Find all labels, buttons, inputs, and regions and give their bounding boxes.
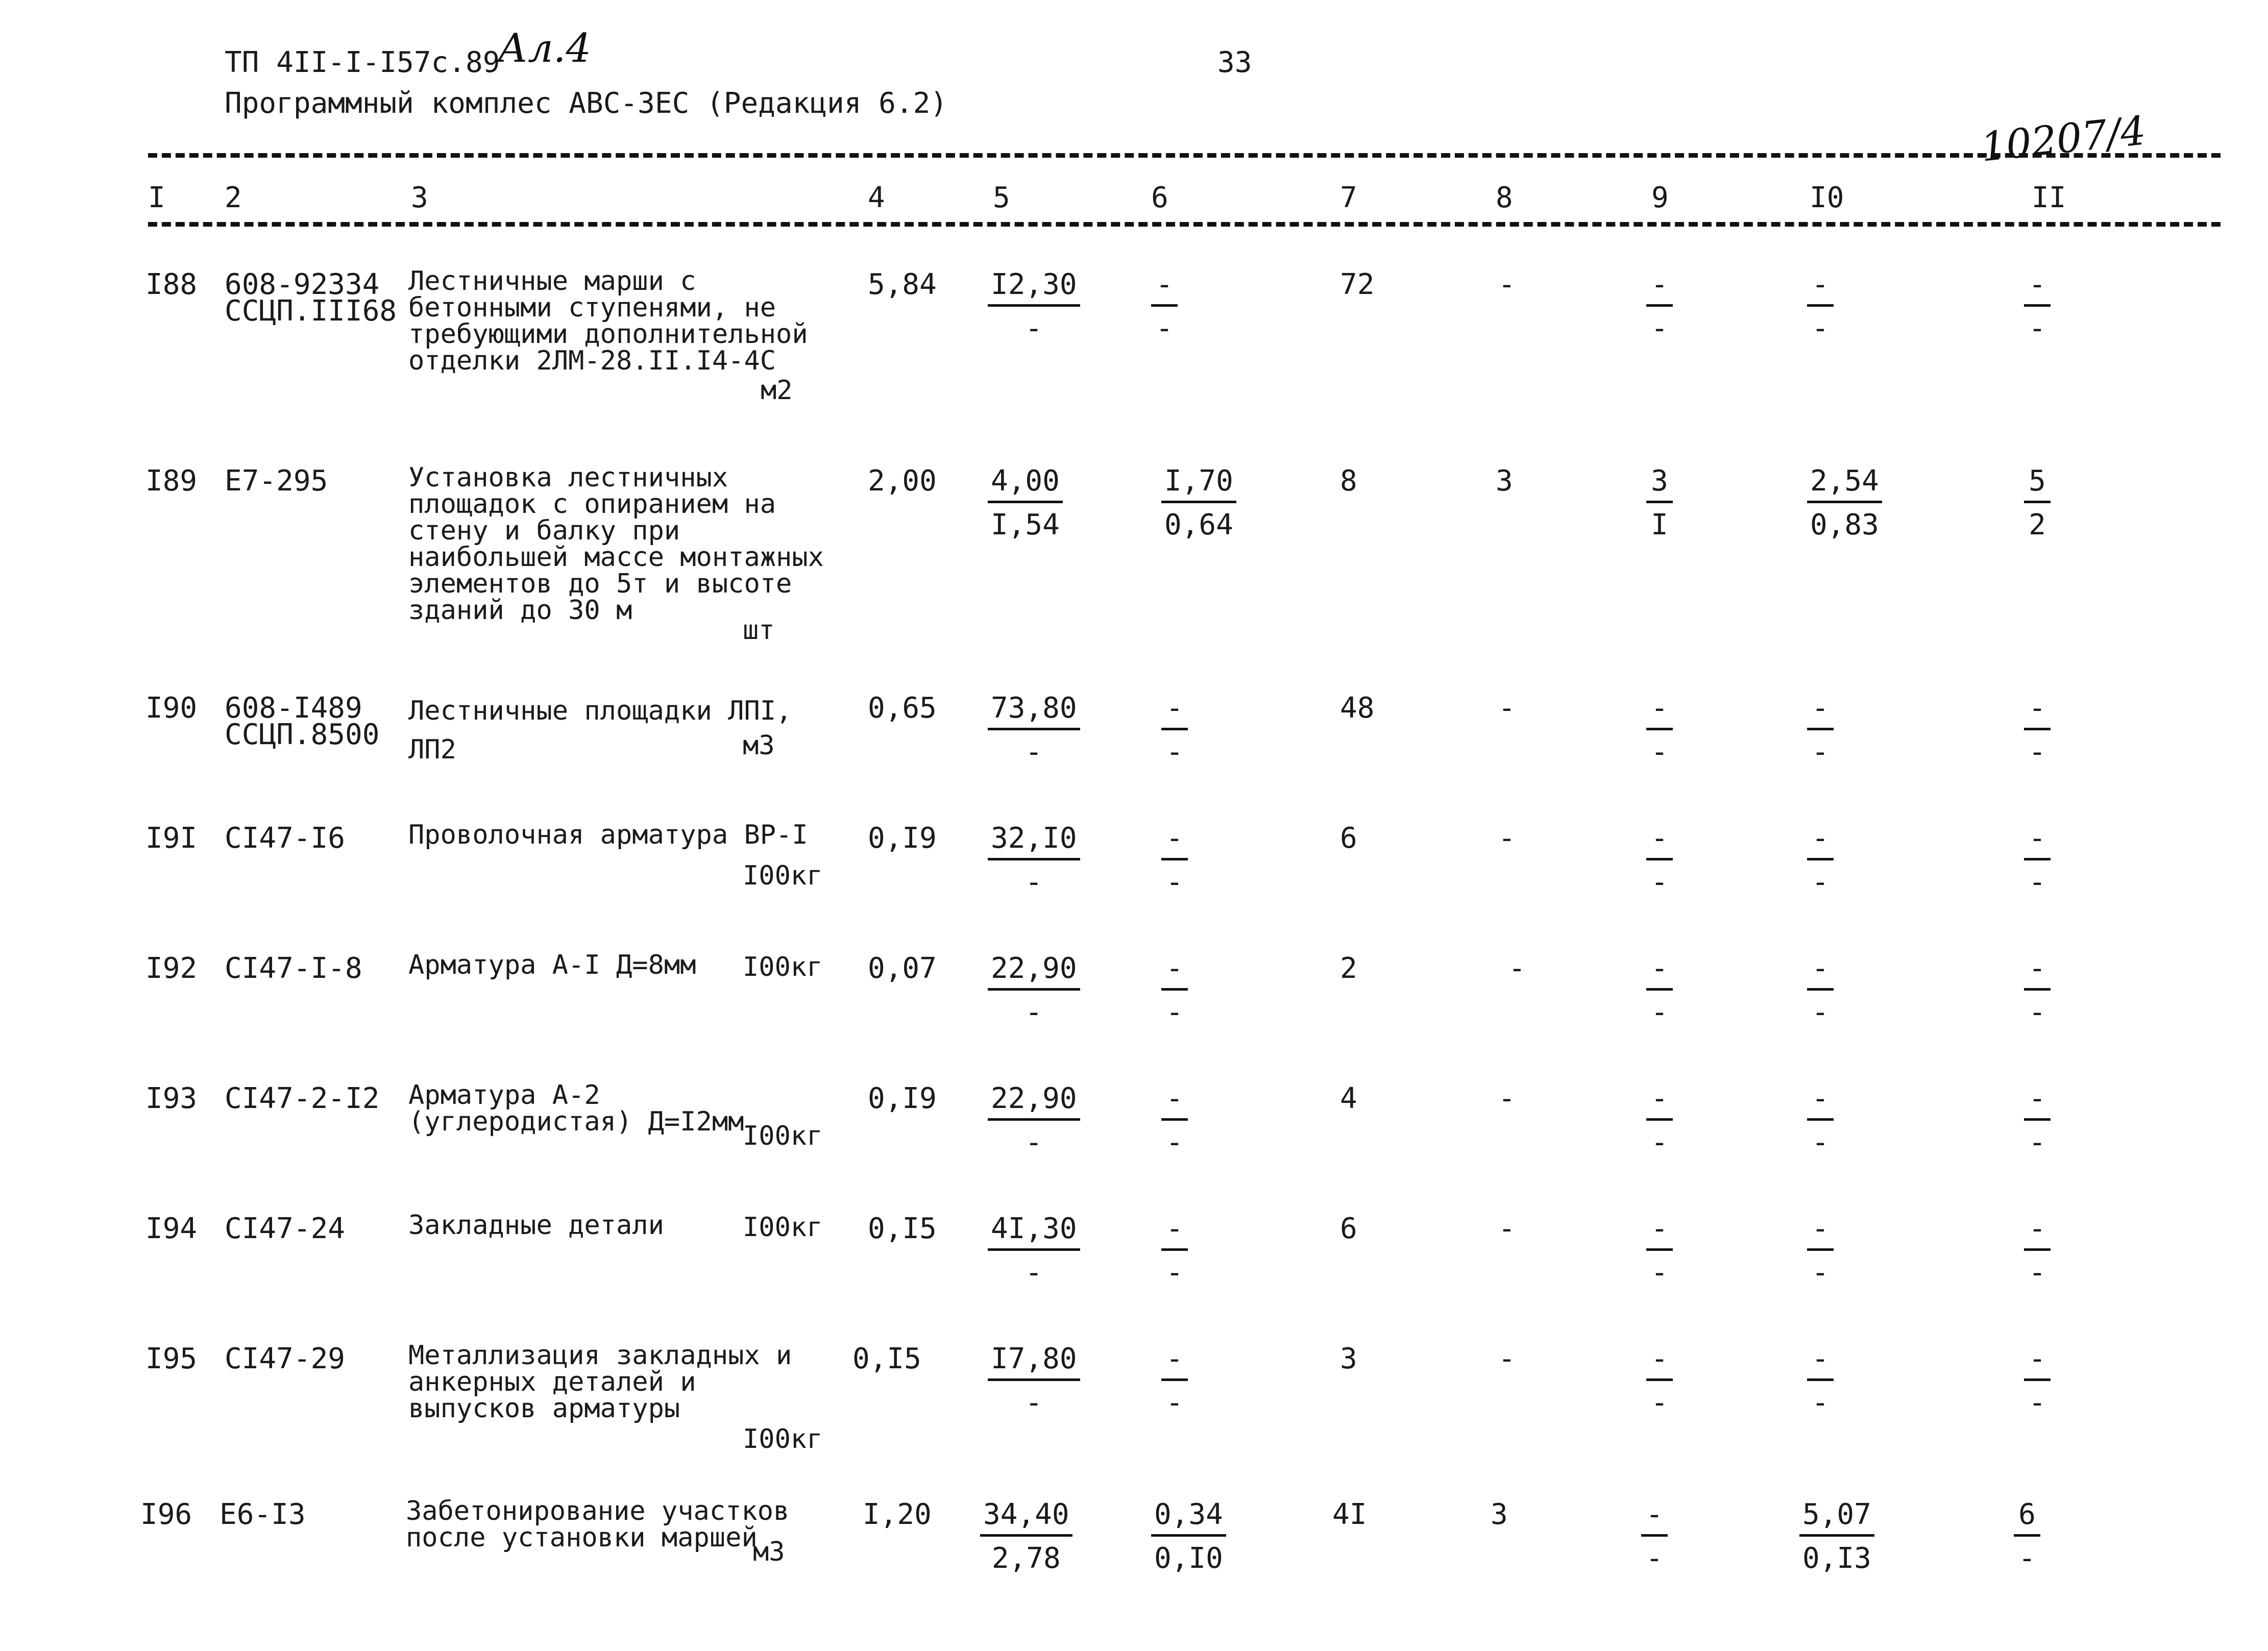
col9-denominator: -	[1651, 1126, 1668, 1159]
col10-denominator: -	[1812, 1386, 1829, 1419]
col5-value	[988, 1212, 1080, 1289]
col10-denominator: -	[1812, 996, 1829, 1029]
col9-value	[1646, 464, 1673, 541]
col9-numerator: -	[1646, 1212, 1673, 1251]
row-description: Забетонирование участков после установки маршей	[406, 1496, 790, 1553]
col10-denominator: -	[1812, 1126, 1829, 1159]
handwritten-reference: 10207/4	[1979, 108, 2148, 171]
row-number: I89	[145, 464, 198, 498]
col10-numerator: 5,07	[1799, 1498, 1874, 1537]
row-unit: м2	[761, 375, 793, 406]
col11-value	[2024, 692, 2051, 769]
col10-numerator: 2,54	[1807, 464, 1882, 503]
row-description: Арматура А-2 (углеродистая) Д=I2мм	[408, 1080, 744, 1137]
col10-numerator: -	[1807, 268, 1834, 307]
col10-denominator: -	[1812, 312, 1829, 345]
col11-denominator: -	[2029, 996, 2046, 1029]
col9-numerator: 3	[1646, 464, 1673, 503]
doc-code: ТП 4II-I-I57с.89	[225, 46, 500, 79]
col9-value	[1646, 1082, 1673, 1159]
col11-value	[2024, 268, 2051, 345]
col8-value: 3	[1496, 464, 1513, 498]
col10-value	[1807, 464, 1882, 541]
col8-value: -	[1508, 952, 1526, 985]
row-code-line-2: ССЦП.III68	[225, 294, 397, 328]
row-number: I88	[145, 268, 198, 301]
col9-value	[1646, 822, 1673, 899]
col11-value	[2024, 952, 2051, 1029]
col7-value: 3	[1340, 1342, 1357, 1375]
col5-denominator: -	[1025, 866, 1043, 899]
row-quantity: 0,I5	[868, 1212, 937, 1245]
col6-value	[1161, 1212, 1188, 1289]
col6-denominator: -	[1166, 735, 1183, 769]
col8-value: -	[1498, 268, 1516, 301]
row-number: I92	[145, 952, 198, 985]
col10-denominator: 0,I3	[1802, 1542, 1871, 1575]
col11-numerator: -	[2024, 1082, 2051, 1121]
row-description: Арматура А-I Д=8мм	[408, 950, 696, 980]
col5-numerator: 4I,30	[988, 1212, 1080, 1251]
col6-value	[1161, 692, 1188, 769]
col-header-11: II	[2032, 181, 2066, 214]
row-unit: I00кг	[743, 1424, 823, 1455]
row-number: I96	[140, 1498, 192, 1531]
col7-value: 48	[1340, 692, 1375, 725]
row-code-line-1: 608-I489	[225, 692, 362, 725]
row-description: Проволочная арматура ВР-I	[408, 820, 808, 850]
col-header-4: 4	[868, 181, 885, 214]
col6-value	[1161, 464, 1236, 541]
col-header-5: 5	[993, 181, 1010, 214]
col11-value	[2024, 1082, 2051, 1159]
col6-value	[1151, 268, 1178, 345]
header-divider-line	[148, 222, 2221, 227]
row-description: Металлизация закладных и анкерных деталей и выпусков арматуры	[408, 1340, 792, 1424]
col10-value	[1799, 1498, 1874, 1575]
col11-value	[2014, 1498, 2040, 1575]
row-code-line-1: Е7-295	[225, 464, 328, 498]
row-code-line-1: СI47-24	[225, 1212, 346, 1245]
col10-value	[1807, 1212, 1834, 1289]
row-number: I9I	[145, 822, 198, 855]
row-number: I95	[145, 1342, 198, 1375]
col6-denominator: -	[1166, 1126, 1183, 1159]
row-number: I94	[145, 1212, 198, 1245]
row-unit: I00кг	[743, 1121, 823, 1151]
col10-denominator: -	[1812, 866, 1829, 899]
col6-denominator: -	[1166, 1256, 1183, 1289]
col5-numerator: 4,00	[988, 464, 1063, 503]
col9-numerator: -	[1646, 268, 1673, 307]
col6-numerator: 0,34	[1151, 1498, 1226, 1537]
row-description: Лестничные площадки ЛПI, ЛП2	[408, 696, 792, 765]
col7-value: 6	[1340, 822, 1357, 855]
col5-value	[988, 952, 1080, 1029]
col11-numerator: -	[2024, 692, 2051, 730]
row-quantity: 5,84	[868, 268, 937, 301]
col5-numerator: 22,90	[988, 952, 1080, 991]
col9-value	[1646, 268, 1673, 345]
col8-value: -	[1498, 1212, 1516, 1245]
table-row	[0, 268, 2268, 421]
row-unit: шт	[743, 615, 775, 646]
col8-value: -	[1498, 692, 1516, 725]
col8-value: -	[1498, 1342, 1516, 1375]
col5-denominator: -	[1025, 1386, 1043, 1419]
row-description: Установка лестничных площадок с опиранием на стену и балку при наибольшей массе монтажных элементов до 5т и высоте зданий до 30 м	[408, 462, 824, 626]
row-code-line-1: СI47-29	[225, 1342, 346, 1375]
col10-value	[1807, 1082, 1834, 1159]
col5-numerator: 22,90	[988, 1082, 1080, 1121]
col6-numerator: -	[1161, 1342, 1188, 1381]
col5-denominator: -	[1025, 996, 1043, 1029]
col6-numerator: -	[1151, 268, 1178, 307]
row-code-line-1: 608-92334	[225, 268, 380, 301]
col6-numerator: -	[1161, 1212, 1188, 1251]
col10-value	[1807, 268, 1834, 345]
col9-value	[1646, 1342, 1673, 1419]
row-quantity: I,20	[863, 1498, 932, 1531]
col9-denominator: -	[1651, 996, 1668, 1029]
col9-value	[1646, 1212, 1673, 1289]
col9-denominator: -	[1651, 735, 1668, 769]
row-quantity: 0,I5	[852, 1342, 921, 1375]
row-unit: м3	[743, 730, 775, 761]
col5-value	[980, 1498, 1072, 1575]
col5-denominator: -	[1025, 735, 1043, 769]
col11-value	[2024, 1342, 2051, 1419]
col9-value	[1641, 1498, 1668, 1575]
col11-denominator: 2	[2029, 508, 2046, 541]
col9-numerator: -	[1646, 822, 1673, 860]
row-code-line-2: ССЦП.8500	[225, 718, 380, 751]
col6-value	[1151, 1498, 1226, 1575]
col9-numerator: -	[1646, 1342, 1673, 1381]
row-quantity: 0,I9	[868, 822, 937, 855]
col10-denominator: 0,83	[1810, 508, 1879, 541]
row-code-line-1: СI47-I6	[225, 822, 346, 855]
row-code-line-1: СI47-2-I2	[225, 1082, 380, 1115]
page-number: 33	[1217, 46, 1252, 79]
col7-value: 4I	[1332, 1498, 1367, 1531]
col9-numerator: -	[1646, 1082, 1673, 1121]
col5-numerator: 34,40	[980, 1498, 1072, 1537]
col11-value	[2024, 822, 2051, 899]
col11-denominator: -	[2029, 1386, 2046, 1419]
col11-numerator: -	[2024, 1212, 2051, 1251]
col5-numerator: 73,80	[988, 692, 1080, 730]
col10-numerator: -	[1807, 1342, 1834, 1381]
col5-numerator: I7,80	[988, 1342, 1080, 1381]
col6-value	[1161, 822, 1188, 899]
col-header-9: 9	[1651, 181, 1669, 214]
row-description: Закладные детали	[408, 1210, 664, 1241]
row-description: Лестничные марши с бетонными ступенями, не требующими дополнительной отделки 2ЛМ-28.II.I4-4С	[408, 266, 808, 376]
col5-denominator: 2,78	[991, 1542, 1061, 1575]
col5-value	[988, 464, 1063, 541]
col-header-8: 8	[1496, 181, 1513, 214]
col11-numerator: 6	[2014, 1498, 2040, 1537]
col6-numerator: -	[1161, 952, 1188, 991]
col5-value	[988, 822, 1080, 899]
col11-denominator: -	[2029, 735, 2046, 769]
col9-denominator: -	[1651, 1256, 1668, 1289]
col5-numerator: I2,30	[988, 268, 1080, 307]
col5-value	[988, 692, 1080, 769]
col11-denominator: -	[2029, 1256, 2046, 1289]
col6-value	[1161, 952, 1188, 1029]
col-header-7: 7	[1340, 181, 1357, 214]
handwritten-sheet-mark: Ал.4	[498, 26, 592, 71]
col5-value	[988, 1082, 1080, 1159]
col6-numerator: -	[1161, 822, 1188, 860]
col6-numerator: I,70	[1161, 464, 1236, 503]
col9-numerator: -	[1646, 952, 1673, 991]
col9-denominator: -	[1651, 1386, 1668, 1419]
col5-numerator: 32,I0	[988, 822, 1080, 860]
row-unit: I00кг	[743, 1212, 823, 1243]
col10-numerator: -	[1807, 952, 1834, 991]
top-divider-line	[148, 153, 2221, 158]
row-unit: м3	[753, 1537, 785, 1567]
row-number: I93	[145, 1082, 198, 1115]
col11-denominator: -	[2029, 1126, 2046, 1159]
col-header-6: 6	[1151, 181, 1168, 214]
table-row	[0, 1498, 2268, 1651]
col10-denominator: -	[1812, 735, 1829, 769]
col9-denominator: -	[1651, 312, 1668, 345]
col-header-10: I0	[1810, 181, 1844, 214]
row-unit: I00кг	[743, 952, 823, 982]
col9-denominator: I	[1651, 508, 1668, 541]
row-unit: I00кг	[743, 860, 823, 891]
col9-numerator: -	[1646, 692, 1673, 730]
col5-value	[988, 268, 1080, 345]
row-quantity: 2,00	[868, 464, 937, 498]
col9-value	[1646, 692, 1673, 769]
row-number: I90	[145, 692, 198, 725]
col8-value: -	[1498, 822, 1516, 855]
col5-denominator: -	[1025, 312, 1043, 345]
col10-numerator: -	[1807, 822, 1834, 860]
col10-denominator: -	[1812, 1256, 1829, 1289]
col6-numerator: -	[1161, 1082, 1188, 1121]
col10-value	[1807, 1342, 1834, 1419]
col10-value	[1807, 692, 1834, 769]
col5-denominator: I,54	[991, 508, 1060, 541]
col7-value: 4	[1340, 1082, 1357, 1115]
col11-value	[2024, 1212, 2051, 1289]
col10-value	[1807, 952, 1834, 1029]
row-code-line-1: Е6-I3	[220, 1498, 306, 1531]
col-header-1: I	[148, 181, 165, 214]
col7-value: 8	[1340, 464, 1357, 498]
col7-value: 72	[1340, 268, 1375, 301]
col11-numerator: -	[2024, 268, 2051, 307]
col9-value	[1646, 952, 1673, 1029]
col9-numerator: -	[1641, 1498, 1668, 1537]
col10-value	[1807, 822, 1834, 899]
col6-denominator: -	[1166, 996, 1183, 1029]
col5-denominator: -	[1025, 1256, 1043, 1289]
col6-denominator: 0,64	[1164, 508, 1233, 541]
col6-denominator: -	[1156, 312, 1173, 345]
col11-numerator: -	[2024, 952, 2051, 991]
row-quantity: 0,I9	[868, 1082, 937, 1115]
row-code-line-1: СI47-I-8	[225, 952, 362, 985]
col5-value	[988, 1342, 1080, 1419]
col8-value: -	[1498, 1082, 1516, 1115]
col10-numerator: -	[1807, 692, 1834, 730]
table-row	[0, 1342, 2268, 1495]
col11-denominator: -	[2029, 866, 2046, 899]
col11-denominator: -	[2029, 312, 2046, 345]
row-quantity: 0,65	[868, 692, 937, 725]
row-quantity: 0,07	[868, 952, 937, 985]
col11-denominator: -	[2018, 1542, 2036, 1575]
col9-denominator: -	[1651, 866, 1668, 899]
col9-denominator: -	[1646, 1542, 1663, 1575]
col-header-3: 3	[411, 181, 428, 214]
col5-denominator: -	[1025, 1126, 1043, 1159]
col7-value: 2	[1340, 952, 1357, 985]
col6-value	[1161, 1342, 1188, 1419]
col6-denominator: 0,I0	[1154, 1542, 1223, 1575]
col6-denominator: -	[1166, 866, 1183, 899]
col11-numerator: -	[2024, 822, 2051, 860]
col10-numerator: -	[1807, 1082, 1834, 1121]
col6-value	[1161, 1082, 1188, 1159]
col8-value: 3	[1491, 1498, 1508, 1531]
col6-denominator: -	[1166, 1386, 1183, 1419]
col11-numerator: -	[2024, 1342, 2051, 1381]
col6-numerator: -	[1161, 692, 1188, 730]
col-header-2: 2	[225, 181, 242, 214]
col10-numerator: -	[1807, 1212, 1834, 1251]
software-title: Программный комплес АВС-3ЕС (Редакция 6.2)	[225, 87, 948, 120]
table-row	[0, 464, 2268, 648]
col7-value: 6	[1340, 1212, 1357, 1245]
col11-numerator: 5	[2024, 464, 2051, 503]
col11-value	[2024, 464, 2051, 541]
